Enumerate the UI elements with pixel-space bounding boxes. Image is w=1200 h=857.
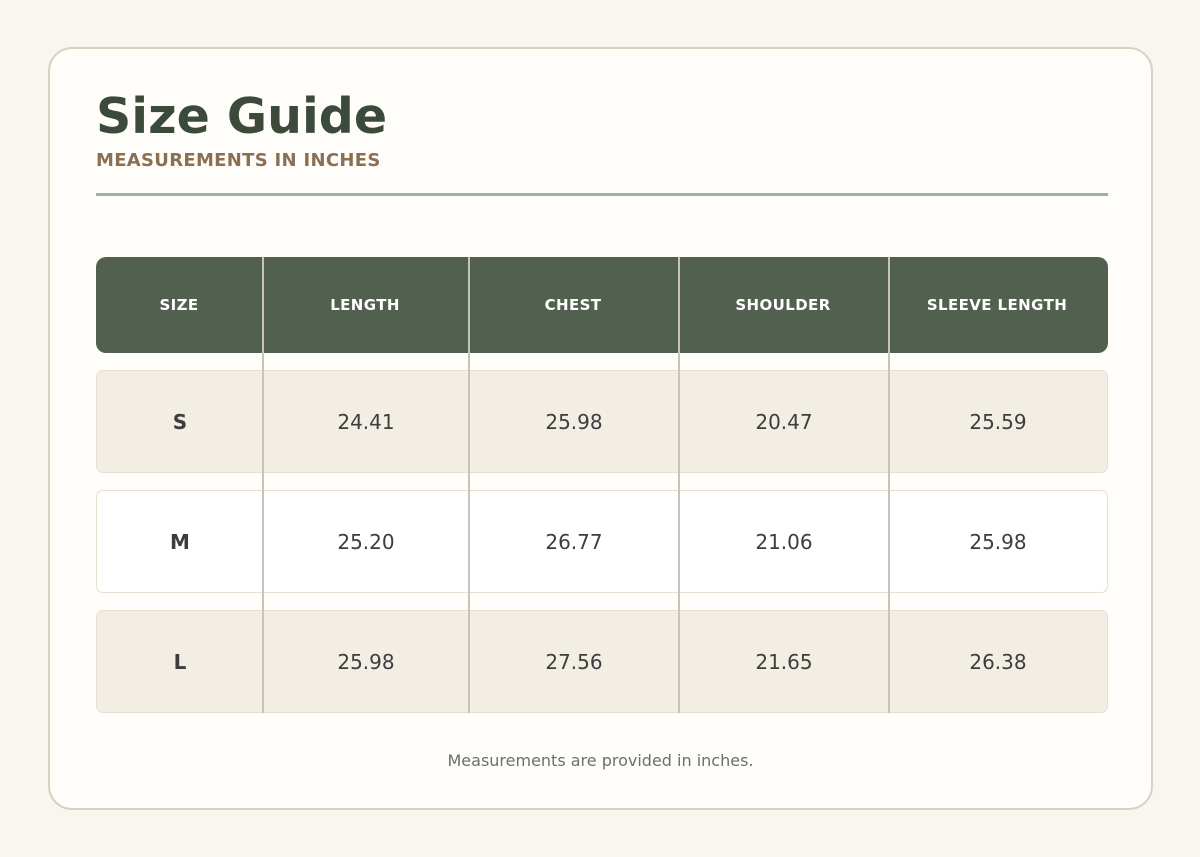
chest-cell: 25.98: [545, 409, 603, 434]
page-title: Size Guide: [96, 88, 388, 145]
size-cell: L: [173, 649, 187, 674]
shoulder-cell: 21.65: [755, 649, 813, 674]
column-divider: [678, 257, 680, 713]
sleeve-length-cell: 26.38: [969, 649, 1027, 674]
length-cell: 24.41: [337, 409, 395, 434]
chest-cell: 26.77: [545, 529, 603, 554]
table-row: [96, 490, 1108, 593]
column-header-sleeve-length: SLEEVE LENGTH: [926, 296, 1068, 314]
footnote: Measurements are provided in inches.: [447, 751, 754, 770]
column-header-size: SIZE: [159, 296, 199, 314]
column-header-chest: CHEST: [544, 296, 602, 314]
column-divider: [888, 257, 890, 713]
column-header-length: LENGTH: [330, 296, 400, 314]
sleeve-length-cell: 25.98: [969, 529, 1027, 554]
table-header: [96, 257, 1108, 353]
sleeve-length-cell: 25.59: [969, 409, 1027, 434]
chest-cell: 27.56: [545, 649, 603, 674]
title-divider: [96, 193, 1108, 196]
table-row: [96, 370, 1108, 473]
length-cell: 25.98: [337, 649, 395, 674]
shoulder-cell: 21.06: [755, 529, 813, 554]
column-divider: [262, 257, 264, 713]
size-cell: S: [172, 409, 188, 434]
size-guide-card: [48, 47, 1153, 810]
shoulder-cell: 20.47: [755, 409, 813, 434]
table-row: [96, 610, 1108, 713]
column-divider: [468, 257, 470, 713]
length-cell: 25.20: [337, 529, 395, 554]
column-header-shoulder: SHOULDER: [735, 296, 831, 314]
page-subtitle: MEASUREMENTS IN INCHES: [96, 150, 381, 171]
size-cell: M: [170, 529, 190, 554]
